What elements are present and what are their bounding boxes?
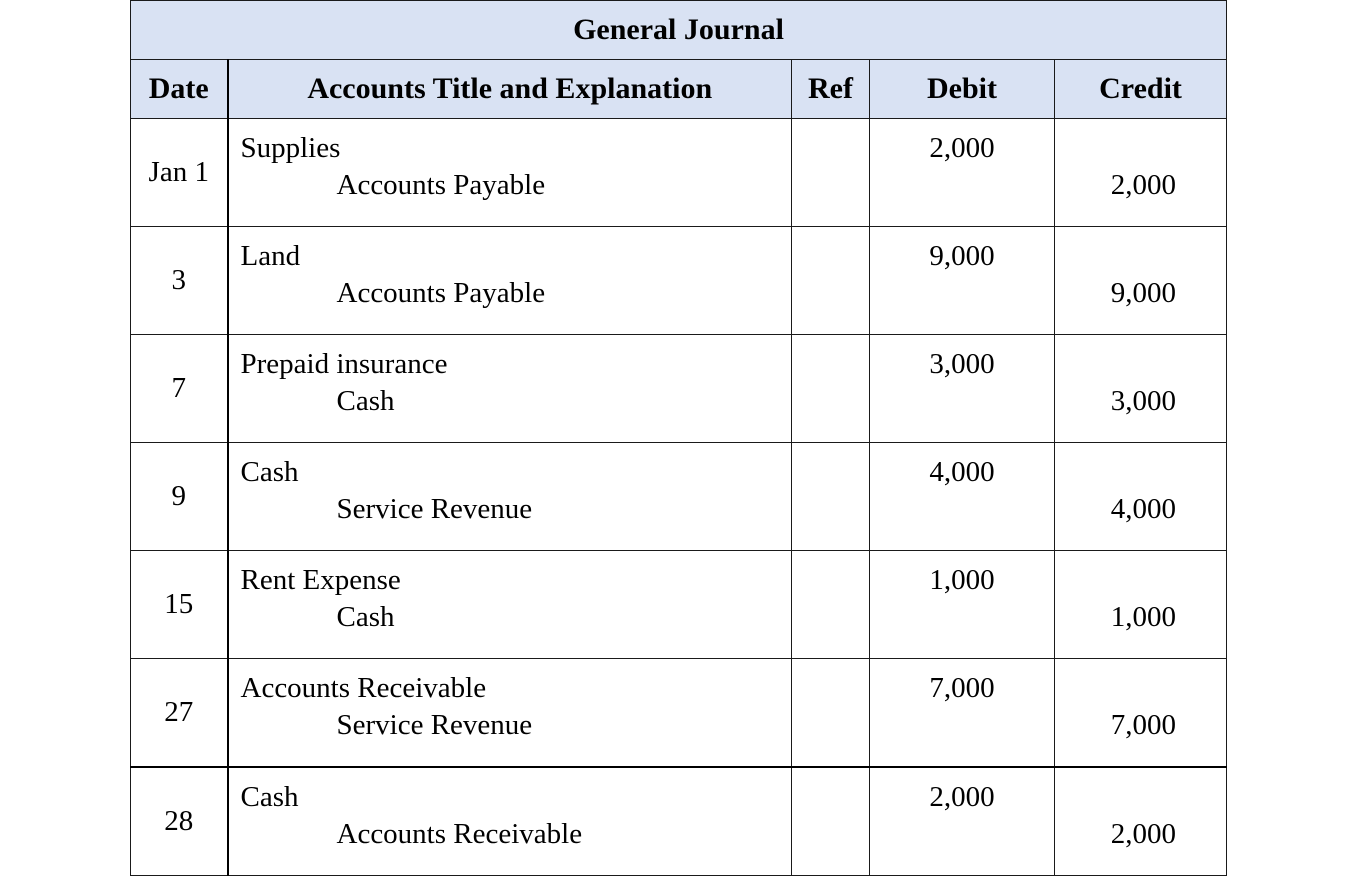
entry-accounts	[228, 551, 792, 659]
entry-debit	[870, 335, 1055, 443]
entry-credit	[1055, 659, 1227, 768]
journal-title: General Journal	[131, 1, 1227, 60]
entry-date: Jan 1	[131, 119, 228, 227]
entry-date: 7	[131, 335, 228, 443]
credit-account-name: Accounts Receivable	[336, 818, 583, 850]
entry-date: 28	[131, 767, 228, 876]
account-column-header: Accounts Title and Explanation	[228, 60, 792, 119]
debit-account-name: Land	[240, 240, 301, 272]
entry-ref	[792, 119, 870, 227]
credit-column-header: Credit	[1055, 60, 1227, 119]
credit-account-name: Cash	[336, 385, 395, 417]
entry-debit	[870, 443, 1055, 551]
journal-header-row	[131, 60, 1227, 119]
credit-account-name: Accounts Payable	[336, 277, 546, 309]
entry-accounts	[228, 767, 792, 876]
entry-debit	[870, 767, 1055, 876]
credit-account-name: Service Revenue	[336, 493, 533, 525]
entry-accounts	[228, 227, 792, 335]
entry-ref	[792, 659, 870, 768]
entry-credit	[1055, 119, 1227, 227]
entry-date: 15	[131, 551, 228, 659]
journal-entries	[131, 119, 1227, 876]
journal-entry-row	[131, 659, 1227, 768]
general-journal-table	[130, 0, 1227, 876]
credit-amount: 2,000	[1110, 169, 1177, 201]
debit-account-name: Cash	[240, 781, 299, 813]
entry-debit	[870, 119, 1055, 227]
debit-account-name: Cash	[240, 456, 299, 488]
journal-entry-row	[131, 443, 1227, 551]
debit-column-header: Debit	[870, 60, 1055, 119]
entry-credit	[1055, 335, 1227, 443]
credit-amount: 1,000	[1110, 601, 1177, 633]
credit-amount: 9,000	[1110, 277, 1177, 309]
ref-column-header: Ref	[792, 60, 870, 119]
credit-amount: 4,000	[1110, 493, 1177, 525]
debit-amount: 4,000	[929, 456, 995, 488]
credit-amount: 2,000	[1110, 818, 1177, 850]
credit-account-name: Accounts Payable	[336, 169, 546, 201]
debit-account-name: Rent Expense	[240, 564, 401, 596]
entry-debit	[870, 227, 1055, 335]
entry-credit	[1055, 443, 1227, 551]
entry-credit	[1055, 227, 1227, 335]
debit-account-name: Accounts Receivable	[240, 672, 487, 704]
credit-amount: 7,000	[1110, 709, 1177, 741]
journal-entry-row	[131, 767, 1227, 876]
debit-amount: 2,000	[929, 781, 995, 813]
credit-amount: 3,000	[1110, 385, 1177, 417]
debit-amount: 2,000	[929, 132, 995, 164]
debit-account-name: Supplies	[240, 132, 341, 164]
entry-date: 27	[131, 659, 228, 768]
entry-date: 9	[131, 443, 228, 551]
entry-date: 3	[131, 227, 228, 335]
entry-debit	[870, 659, 1055, 768]
entry-ref	[792, 767, 870, 876]
debit-amount: 9,000	[929, 240, 995, 272]
journal-entry-row	[131, 227, 1227, 335]
entry-accounts	[228, 119, 792, 227]
entry-accounts	[228, 659, 792, 768]
entry-ref	[792, 227, 870, 335]
entry-credit	[1055, 767, 1227, 876]
entry-ref	[792, 443, 870, 551]
journal-entry-row	[131, 119, 1227, 227]
entry-ref	[792, 551, 870, 659]
debit-amount: 3,000	[929, 348, 995, 380]
entry-accounts	[228, 443, 792, 551]
debit-amount: 1,000	[929, 564, 995, 596]
credit-account-name: Service Revenue	[336, 709, 533, 741]
credit-account-name: Cash	[336, 601, 395, 633]
entry-ref	[792, 335, 870, 443]
debit-account-name: Prepaid insurance	[240, 348, 448, 380]
journal-entry-row	[131, 335, 1227, 443]
entry-debit	[870, 551, 1055, 659]
journal-title-row	[131, 1, 1227, 60]
debit-amount: 7,000	[929, 672, 995, 704]
journal-entry-row	[131, 551, 1227, 659]
entry-credit	[1055, 551, 1227, 659]
entry-accounts	[228, 335, 792, 443]
date-column-header: Date	[131, 60, 228, 119]
